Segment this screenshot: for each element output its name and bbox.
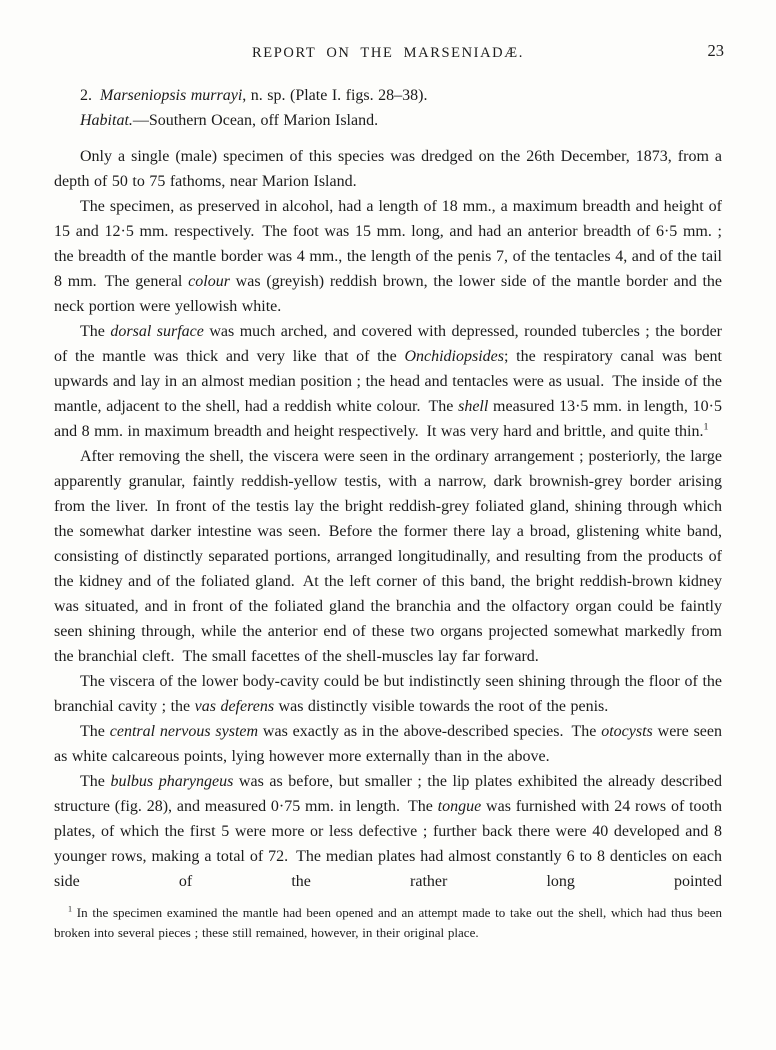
text-run: was as before, but smaller ; the lip plates exhibited the already described structure (fig. 28), and measured 0·75 mm. in length. The bbox=[54, 773, 723, 815]
text-run: 2. bbox=[80, 87, 100, 104]
text-run: The bbox=[80, 723, 110, 740]
italic-term: Habitat. bbox=[80, 112, 133, 129]
text-run: The bbox=[80, 773, 111, 790]
italic-term: Marseniopsis murrayi bbox=[100, 87, 243, 104]
text-run: The viscera of the lower body-cavity could be but indistinctly seen shining through the floor of the branchial cavity ; the bbox=[54, 673, 722, 715]
running-title: REPORT ON THE MARSENIADÆ. bbox=[252, 45, 524, 61]
text-run: ; the respiratory canal was bent upwards and lay in an almost median position ; the head and tentacles were as usual. The inside of the mantle, adjacent to the shell, had a reddish white colour. The bbox=[54, 348, 722, 415]
italic-term: otocysts bbox=[601, 723, 653, 740]
text-run: was much arched, and covered with depressed, rounded tubercles ; the border of the mantle was thick and very like that of the bbox=[54, 323, 723, 365]
habitat-line bbox=[54, 108, 722, 133]
text-run: was furnished with 24 rows of tooth plates, of which the first 5 were more or less defective ; further back there were 40 developed and 8 younger rows, making a total of 72. The median plates had almost constantly 6 to 8 denticles on each side of the rather long pointed bbox=[54, 798, 722, 890]
paragraph-dorsal-surface bbox=[54, 319, 722, 444]
text-run: The specimen, as preserved in alcohol, had a length of 18 mm., a maximum breadth and height of 15 and 12·5 mm. respectively. The foot was 15 mm. long, and had an anterior breadth of 6·5 mm. ; the breadth of the mantle border was 4 mm., the length of the penis 7, of the tentacles 4, and of the tail 8 mm. The general bbox=[54, 198, 722, 290]
text-run: was (greyish) reddish brown, the lower side of the mantle border and the neck portion were yellowish white. bbox=[54, 273, 723, 315]
text-run: After removing the shell, the viscera were seen in the ordinary arrangement ; posteriorly, the large apparently granular, faintly reddish-yellow testis, with a narrow, dark brownish-grey border arising from the liver. In front of the testis lay the bright reddish-grey foliated gland, shining through which the somewhat darker intestine was seen. Before the former there lay a broad, glistening white band, consisting of distinctly separated portions, arranged longitudinally, and resulting from the products of the kidney and of the foliated gland. At the left corner of this band, the bright reddish-brown kidney was situated, and in front of the foliated gland the branchia and the olfactory organ could be faintly seen shining through, while the anterior end of these two organs projected somewhat markedly from the branchial cleft. The small facettes of the shell-muscles lay far forward. bbox=[54, 448, 722, 665]
text-run: , n. sp. (Plate I. figs. 28–38). bbox=[242, 87, 428, 104]
footnote-marker: 1 bbox=[703, 421, 709, 433]
species-heading bbox=[54, 83, 722, 108]
text-column bbox=[54, 41, 724, 942]
text-run: Only a single (male) specimen of this species was dredged on the 26th December, 1873, from a depth of 50 to 75 fathoms, near Marion Island. bbox=[54, 148, 722, 190]
italic-term: colour bbox=[188, 273, 230, 290]
running-head bbox=[54, 41, 724, 62]
paragraph-nervous-system bbox=[54, 719, 722, 769]
italic-term: dorsal surface bbox=[110, 323, 204, 340]
page-body bbox=[54, 83, 722, 894]
text-run: The bbox=[80, 323, 111, 340]
paragraph-bulbus-pharyngeus bbox=[54, 769, 722, 894]
italic-term: vas deferens bbox=[194, 698, 275, 715]
footnote-shell-broken bbox=[54, 903, 722, 942]
italic-term: Onchidiopsides bbox=[404, 348, 504, 365]
italic-term: tongue bbox=[437, 798, 482, 815]
text-run: —Southern Ocean, off Marion Island. bbox=[132, 112, 379, 129]
text-run: In the specimen examined the mantle had been opened and an attempt made to take out the shell, which had thus been broken into several pieces ; these still remained, however, in their original place. bbox=[54, 905, 722, 940]
paragraph-viscera bbox=[54, 444, 722, 669]
text-run: was exactly as in the above-described species. The bbox=[258, 723, 602, 740]
paragraph-lower-body-cavity bbox=[54, 669, 722, 719]
italic-term: shell bbox=[458, 398, 489, 415]
footnote-marker: 1 bbox=[68, 904, 73, 914]
italic-term: central nervous system bbox=[109, 723, 259, 740]
text-run: was distinctly visible towards the root of the penis. bbox=[274, 698, 609, 715]
text-run: were seen as white calcareous points, lying however more externally than in the above. bbox=[54, 723, 723, 765]
footnote-block bbox=[54, 903, 722, 942]
page-number: 23 bbox=[707, 41, 724, 60]
italic-term: bulbus pharyngeus bbox=[110, 773, 234, 790]
text-run: measured 13·5 mm. in length, 10·5 and 8 mm. in maximum breadth and height respectively. It was very hard and brittle, and quite thin. bbox=[54, 398, 722, 440]
paragraph-measurements bbox=[54, 194, 722, 319]
paragraph-specimen-dredged bbox=[54, 144, 722, 194]
